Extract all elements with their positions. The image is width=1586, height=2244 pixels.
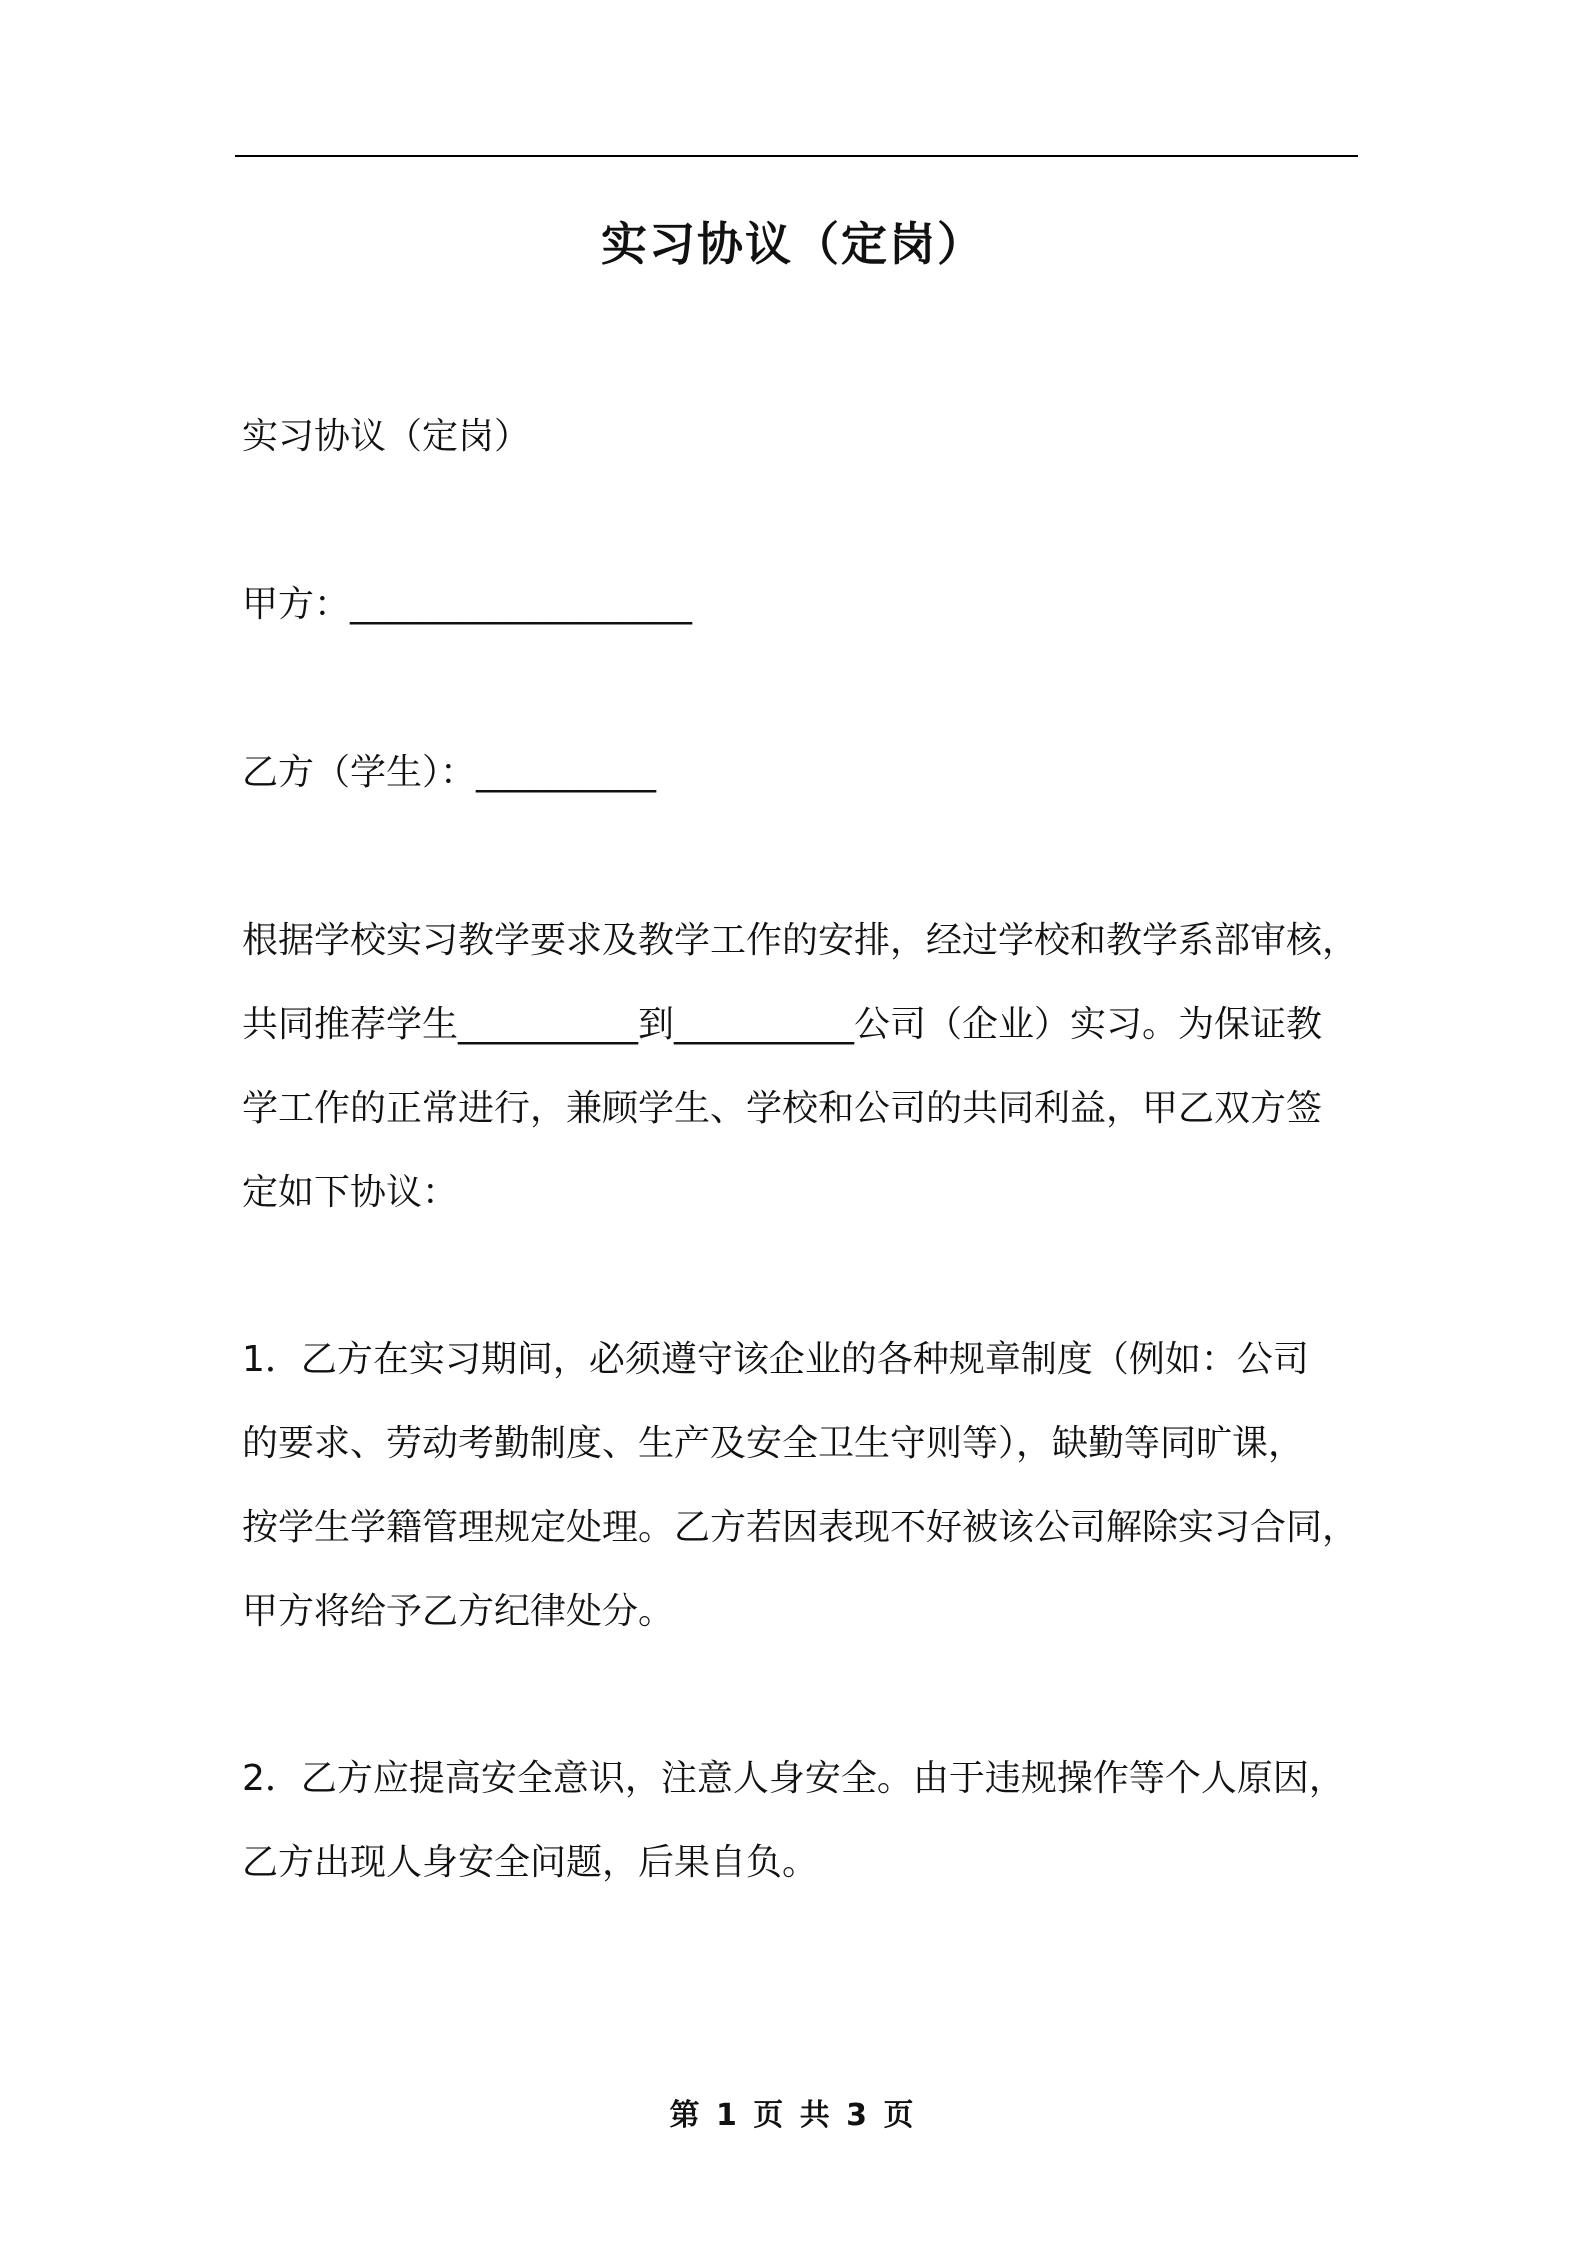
paragraph-line: 共同推荐学生__________到__________公司（企业）实习。为保证教 [242, 1004, 1323, 1045]
page-title: 实习协议（定岗） [601, 217, 985, 271]
header-rule [235, 155, 1358, 157]
clause-2-paragraph [242, 1737, 1372, 1905]
paragraph-line: 乙方出现人身安全问题，后果自负。 [242, 1842, 819, 1883]
clause-1-paragraph [242, 1318, 1372, 1654]
paragraph-line: 学工作的正常进行，兼顾学生、学校和公司的共同利益，甲乙双方签 [242, 1088, 1323, 1129]
paragraph-line: 1．乙方在实习期间，必须遵守该企业的各种规章制度（例如：公司 [242, 1339, 1309, 1380]
paragraph-line: 的要求、劳动考勤制度、生产及安全卫生守则等），缺勤等同旷课， [242, 1423, 1305, 1464]
paragraph-line: 2．乙方应提高安全意识，注意人身安全。由于违规操作等个人原因， [242, 1758, 1345, 1799]
paragraph-line: 根据学校实习教学要求及教学工作的安排，经过学校和教学系部审核， [242, 920, 1359, 961]
intro-paragraph [242, 899, 1372, 1235]
document-subtitle: 实习协议（定岗） [242, 416, 531, 457]
party-a-line: 甲方：___________________ [242, 584, 693, 625]
paragraph-line: 甲方将给予乙方纪律处分。 [242, 1591, 675, 1632]
page-number-footer: 第 1 页 共 3 页 [669, 2098, 917, 2133]
paragraph-line: 定如下协议： [242, 1172, 459, 1213]
party-b-line: 乙方（学生）：__________ [242, 752, 657, 793]
paragraph-line: 按学生学籍管理规定处理。乙方若因表现不好被该公司解除实习合同， [242, 1507, 1359, 1548]
